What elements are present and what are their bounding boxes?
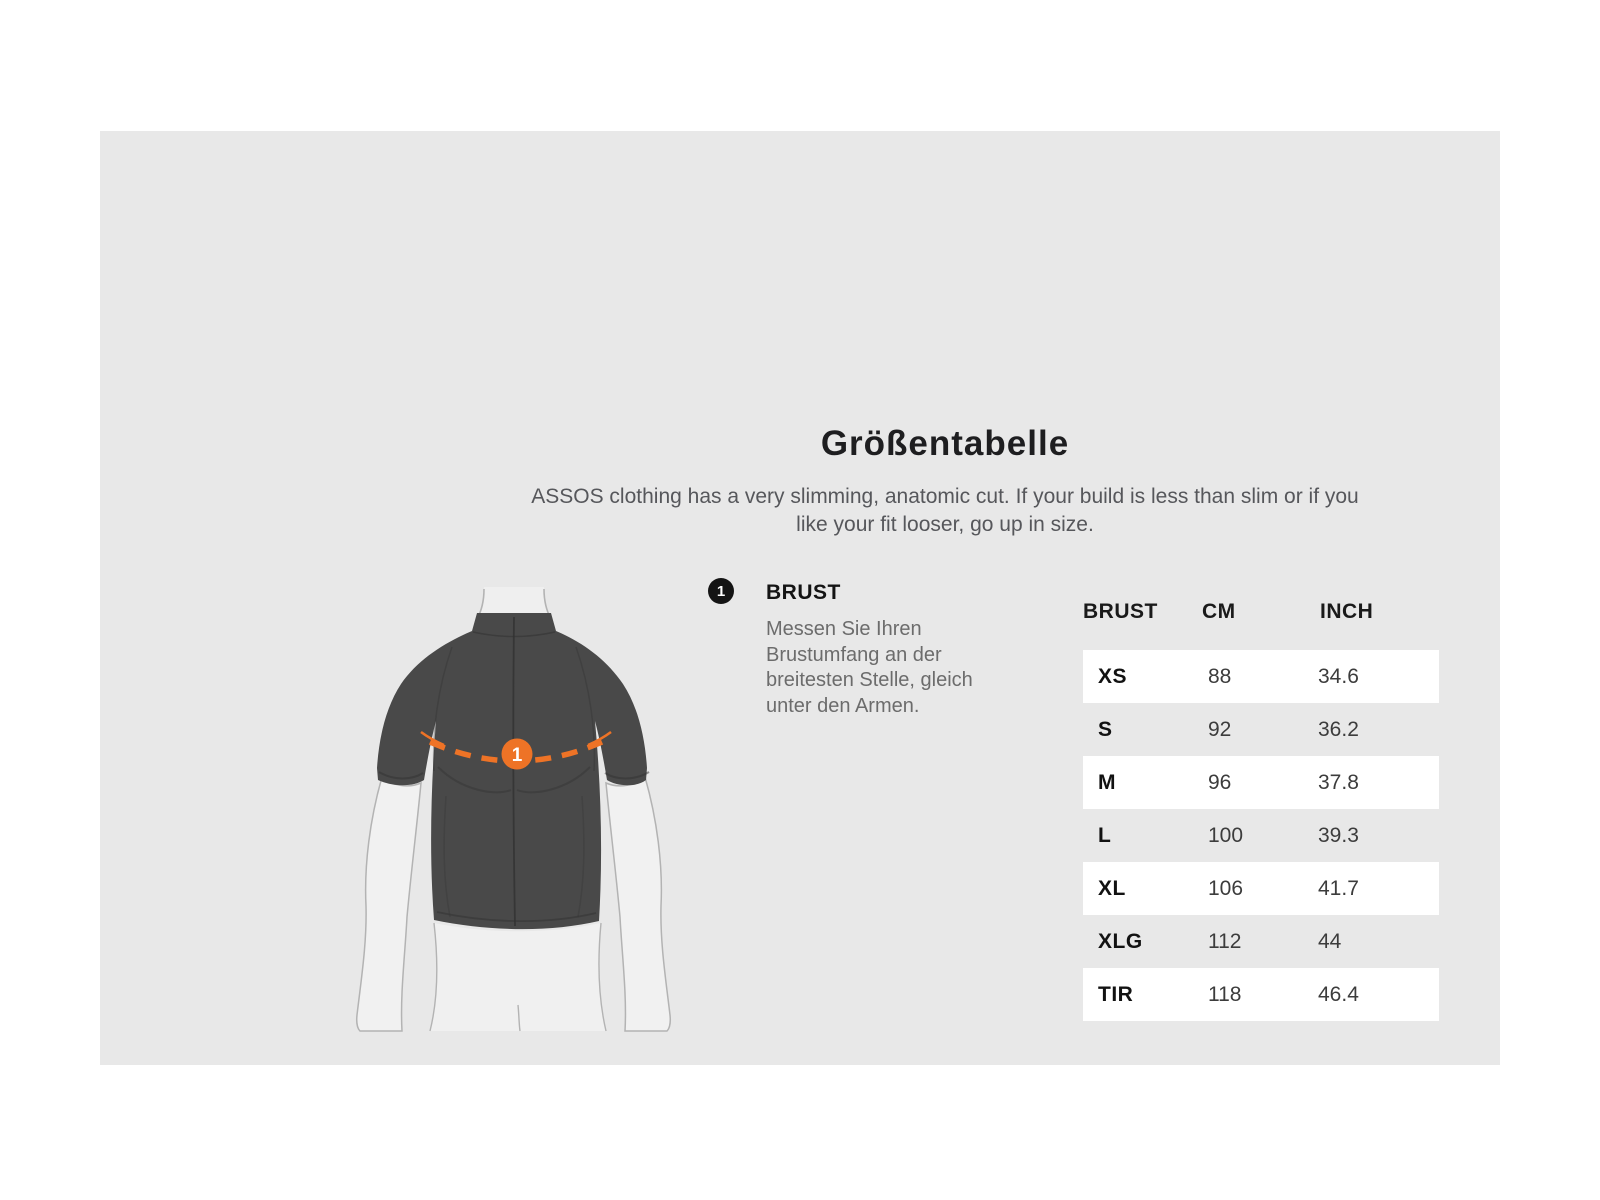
column-header-inch: INCH	[1320, 600, 1374, 623]
subtitle-line-2: like your fit looser, go up in size.	[796, 513, 1094, 536]
size-cell: TIR	[1098, 982, 1134, 1006]
cm-cell: 100	[1208, 823, 1244, 847]
left-arm-shape	[357, 777, 421, 1031]
cm-cell: 96	[1208, 770, 1232, 794]
size-cell: XL	[1098, 876, 1126, 900]
inch-cell: 37.8	[1318, 770, 1359, 794]
table-row	[1083, 968, 1439, 1021]
measure-point-number: 1	[511, 745, 523, 766]
table-row	[1083, 650, 1439, 703]
column-header-cm: CM	[1202, 600, 1236, 623]
legend-desc-line: Brustumfang an der	[766, 643, 942, 666]
jersey-shape	[377, 613, 647, 929]
cm-cell: 106	[1208, 876, 1244, 900]
cm-cell: 118	[1208, 982, 1242, 1006]
table-row	[1083, 756, 1439, 809]
hips-shape	[430, 923, 606, 1031]
column-header-brust: BRUST	[1083, 600, 1158, 623]
table-row	[1083, 703, 1439, 756]
cm-cell: 112	[1208, 929, 1242, 953]
size-cell: M	[1098, 770, 1116, 794]
inch-cell: 41.7	[1318, 876, 1359, 900]
inch-cell: 39.3	[1318, 823, 1359, 847]
size-cell: XS	[1098, 664, 1128, 688]
size-cell: L	[1098, 823, 1112, 847]
size-table	[1083, 650, 1439, 1021]
inch-cell: 34.6	[1318, 664, 1359, 688]
size-cell: S	[1098, 717, 1113, 741]
table-row	[1083, 915, 1439, 968]
inch-cell: 36.2	[1318, 717, 1359, 741]
inch-cell: 44	[1318, 929, 1342, 953]
legend-desc-line: Messen Sie Ihren	[766, 618, 922, 640]
page-subtitle	[445, 483, 1445, 539]
legend-desc-line: breitesten Stelle, gleich	[766, 669, 973, 691]
size-cell: XLG	[1098, 929, 1143, 953]
legend-badge-number: 1	[716, 582, 726, 600]
cm-cell: 88	[1208, 664, 1232, 688]
legend-number-badge	[708, 578, 734, 604]
size-chart-panel	[100, 131, 1500, 1065]
measure-point-badge	[502, 739, 533, 770]
table-row	[1083, 809, 1439, 862]
right-arm-shape	[606, 777, 670, 1031]
cm-cell: 92	[1208, 717, 1232, 741]
legend-label: BRUST	[766, 581, 841, 604]
legend-desc-line: unter den Armen.	[766, 694, 920, 717]
legend-description	[766, 617, 1026, 719]
inch-cell: 46.4	[1318, 982, 1359, 1006]
subtitle-line-1: ASSOS clothing has a very slimming, anatomic cut. If your build is less than slim or if you	[531, 485, 1359, 508]
table-row	[1083, 862, 1439, 915]
page-title: Größentabelle	[820, 424, 1070, 463]
torso-illustration	[330, 571, 675, 1033]
